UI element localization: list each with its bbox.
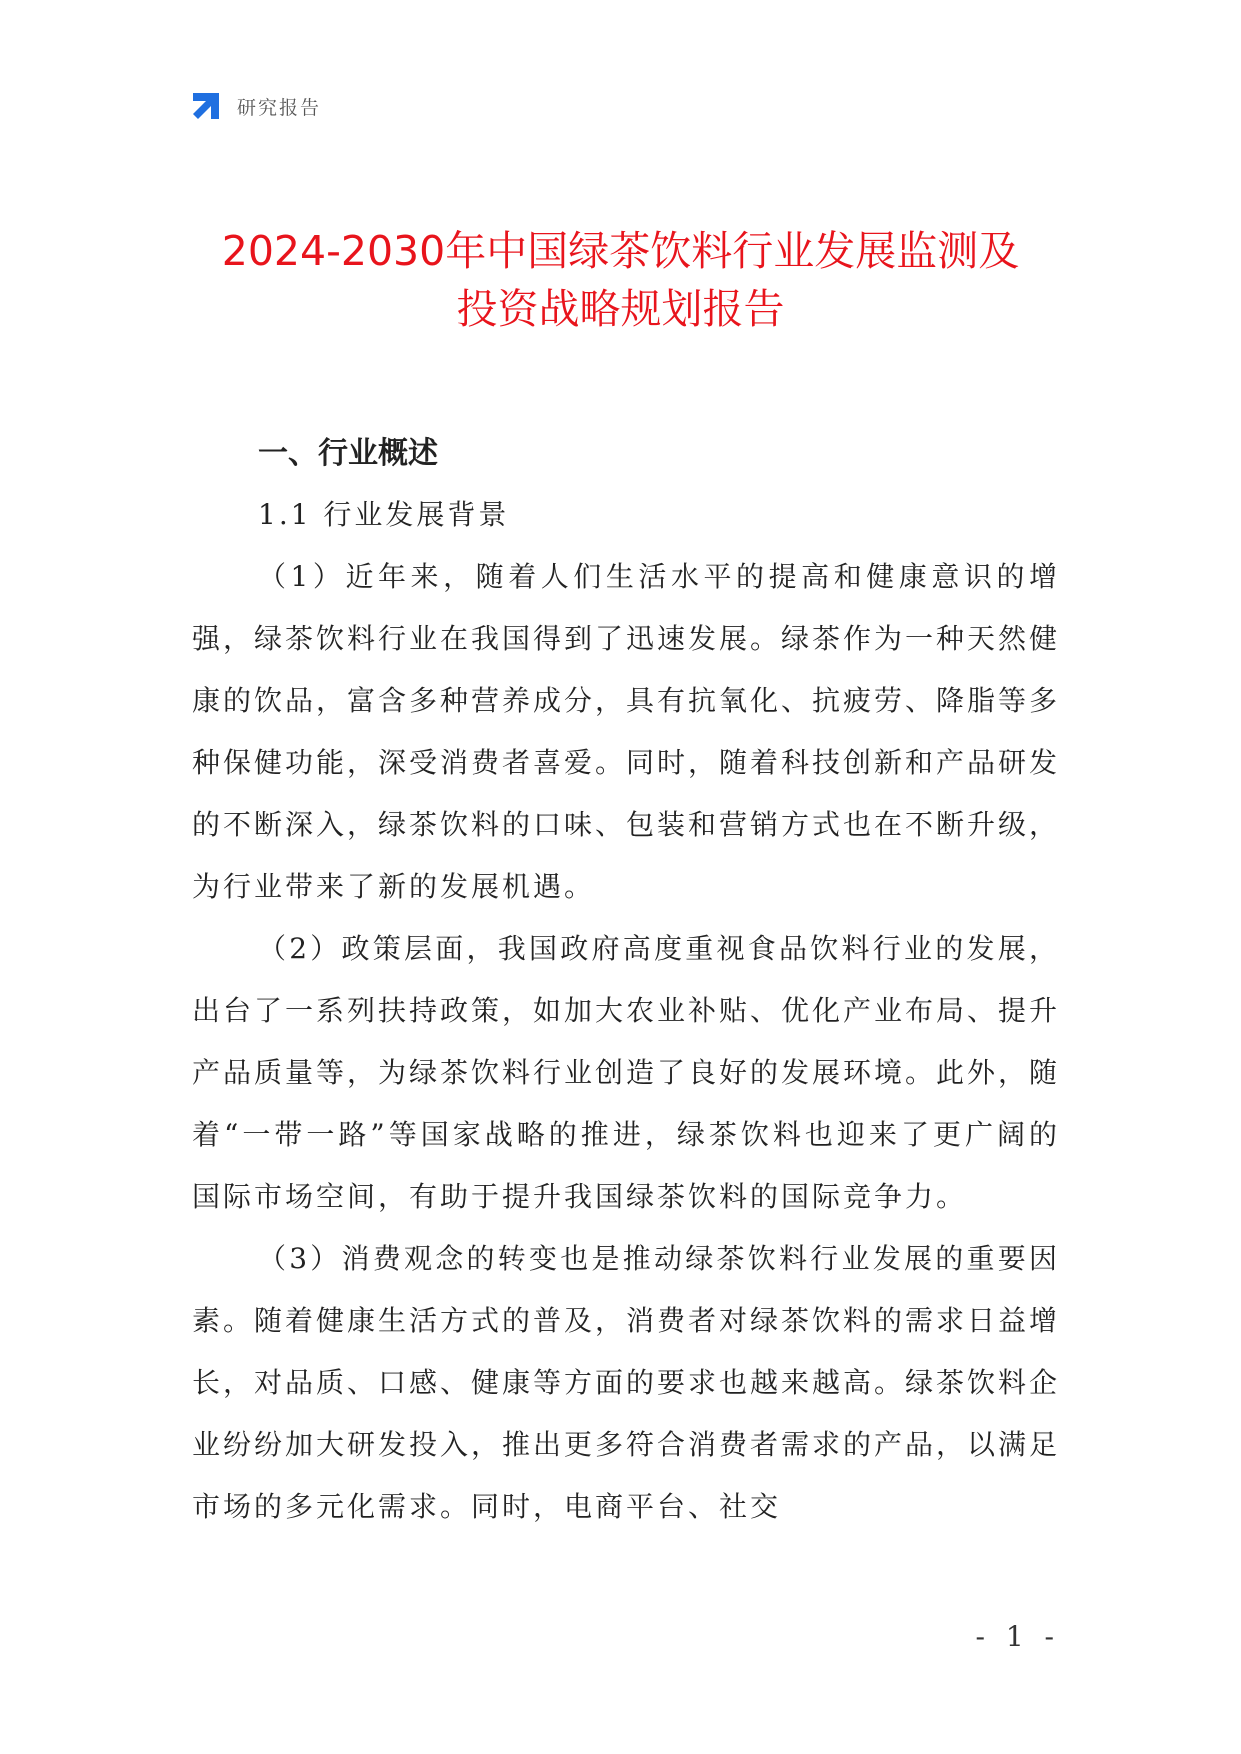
document-title (140, 222, 1101, 338)
paragraph-1: （1）近年来，随着人们生活水平的提高和健康意识的增强，绿茶饮料行业在我国得到了迅速发展。绿茶作为一种天然健康的饮品，富含多种营养成分，具有抗氧化、抗疲劳、降脂等多种保健功能，深受消费者喜爱。同时，随着科技创新和产品研发的不断深入，绿茶饮料的口味、包装和营销方式也在不断升级，为行业带来了新的发展机遇。 (192, 560, 1061, 903)
arrow-up-right-icon (189, 89, 223, 123)
sub-heading: 1.1 行业发展背景 (258, 498, 510, 531)
report-header (189, 88, 321, 124)
page-number: - 1 - (975, 1620, 1060, 1653)
section-heading: 一、行业概述 (258, 436, 438, 471)
paragraph-2: （2）政策层面，我国政府高度重视食品饮料行业的发展，出台了一系列扶持政策，如加大农业补贴、优化产业布局、提升产品质量等，为绿茶饮料行业创造了良好的发展环境。此外，随着“一带一路”等国家战略的推进，绿茶饮料也迎来了更广阔的国际市场空间，有助于提升我国绿茶饮料的国际竞争力。 (192, 932, 1061, 1213)
title-line-1: 2024-2030年中国绿茶饮料行业发展监测及 (221, 227, 1020, 275)
document-body (192, 424, 1060, 1538)
header-label: 研究报告 (237, 96, 322, 119)
title-line-2: 投资战略规划报告 (456, 285, 785, 333)
paragraph-3: （3）消费观念的转变也是推动绿茶饮料行业发展的重要因素。随着健康生活方式的普及，消费者对绿茶饮料的需求日益增长，对品质、口感、健康等方面的要求也越来越高。绿茶饮料企业纷纷加大研发投入，推出更多符合消费者需求的产品，以满足市场的多元化需求。同时，电商平台、社交 (192, 1242, 1061, 1523)
